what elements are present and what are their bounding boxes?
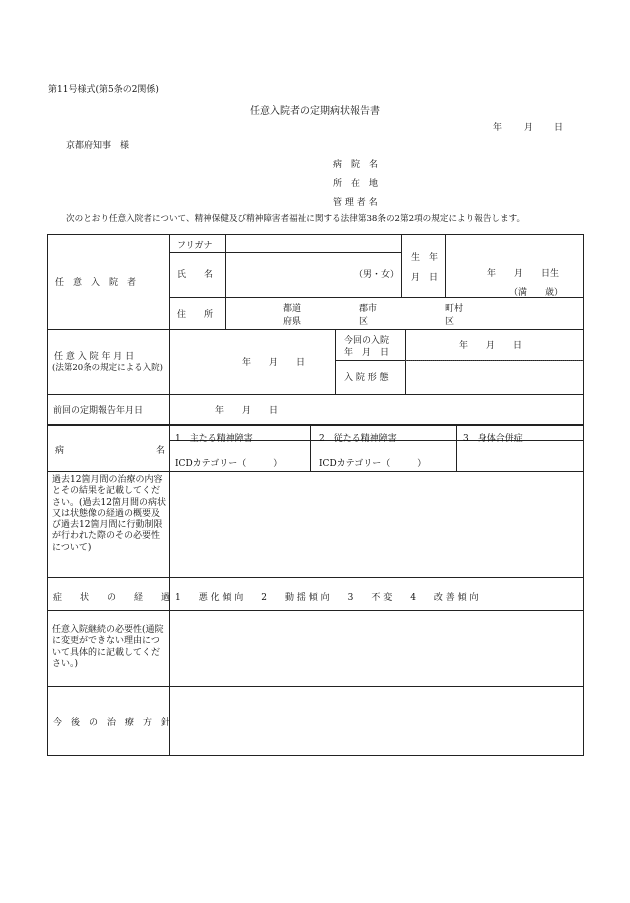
course-options: 1 悪 化 傾 向 2 動 揺 傾 向 3 不 変 4 改 善 傾 向 xyxy=(175,593,479,603)
admission-date-value: 年 月 日 xyxy=(242,358,306,368)
course-label: 症 状 の 経 過 xyxy=(53,593,171,603)
disease-label-1: 病 xyxy=(55,446,65,456)
form-number: 第11号様式(第5条の2関係) xyxy=(48,85,159,95)
furigana-label: フリガナ xyxy=(177,241,213,251)
manager-name-label: 管 理 者 名 xyxy=(333,198,378,208)
date-year: 年 xyxy=(493,123,503,133)
statement: 次のとおり任意入院者について、精神保健及び精神障害者福祉に関する法律第38条の2第2項の規定により報告します。 xyxy=(66,214,526,224)
continuation-necessity-label: 任意入院継続の必要性(通院に変更ができない理由について具体的に記載してください。) xyxy=(52,625,164,669)
admission-form-label: 入 院 形 態 xyxy=(344,373,389,383)
birth-label-1: 生 年 xyxy=(411,253,439,263)
name-label: 氏 名 xyxy=(177,270,214,280)
current-admission-value: 年 月 日 xyxy=(459,341,523,351)
addressee: 京都府知事 様 xyxy=(66,141,130,151)
future-treatment-label: 今 後 の 治 療 方 針 xyxy=(53,718,171,728)
birth-label-2: 月 日 xyxy=(411,273,439,283)
admission-date-label: 任 意 入 院 年 月 日 xyxy=(54,352,135,362)
town-2: 区 xyxy=(445,317,455,327)
admission-date-note: (法第20条の規定による入院) xyxy=(52,363,163,373)
birth-value: 年 月 日生 xyxy=(487,269,560,279)
current-admission-label: 今回の入院 xyxy=(344,336,390,346)
date-month: 月 xyxy=(524,123,534,133)
prev-report-value: 年 月 日 xyxy=(215,406,279,416)
age-value: （満 歳） xyxy=(509,288,564,298)
prev-report-label: 前回の定期報告年月日 xyxy=(53,406,144,416)
sub-disorder-label: 2 従たる精神障害 xyxy=(319,434,397,444)
current-admission-label-2: 年 月 日 xyxy=(344,348,390,358)
hospital-address-label: 所 在 地 xyxy=(333,179,379,189)
city-2: 区 xyxy=(359,317,369,327)
icd-category-1: ICDカテゴリー（ ） xyxy=(175,459,283,469)
date-day: 日 xyxy=(554,123,564,133)
report-table xyxy=(47,234,584,756)
hospital-name-label: 病 院 名 xyxy=(333,160,379,170)
icd-category-2: ICDカテゴリー（ ） xyxy=(319,459,427,469)
prefecture-1: 都道 xyxy=(283,304,302,314)
disease-label-2: 名 xyxy=(156,446,166,456)
city-1: 郡市 xyxy=(359,304,378,314)
physical-complication-label: 3 身体合併症 xyxy=(463,434,523,444)
prefecture-2: 府県 xyxy=(283,317,302,327)
treatment-history-label: 過去12箇月間の治療の内容とその結果を記載してください。(過去12箇月間の病状又は状態像の経過の概要及び過去12箇月間に行動制限が行われた際のその必要性について) xyxy=(52,475,166,553)
patient-label: 任 意 入 院 者 xyxy=(55,278,137,288)
sex-label: （男・女） xyxy=(354,270,400,280)
document-title: 任意入院者の定期病状報告書 xyxy=(250,106,380,117)
town-1: 町村 xyxy=(445,304,464,314)
address-label: 住 所 xyxy=(177,310,214,320)
main-disorder-label: 1 主たる精神障害 xyxy=(175,434,253,444)
